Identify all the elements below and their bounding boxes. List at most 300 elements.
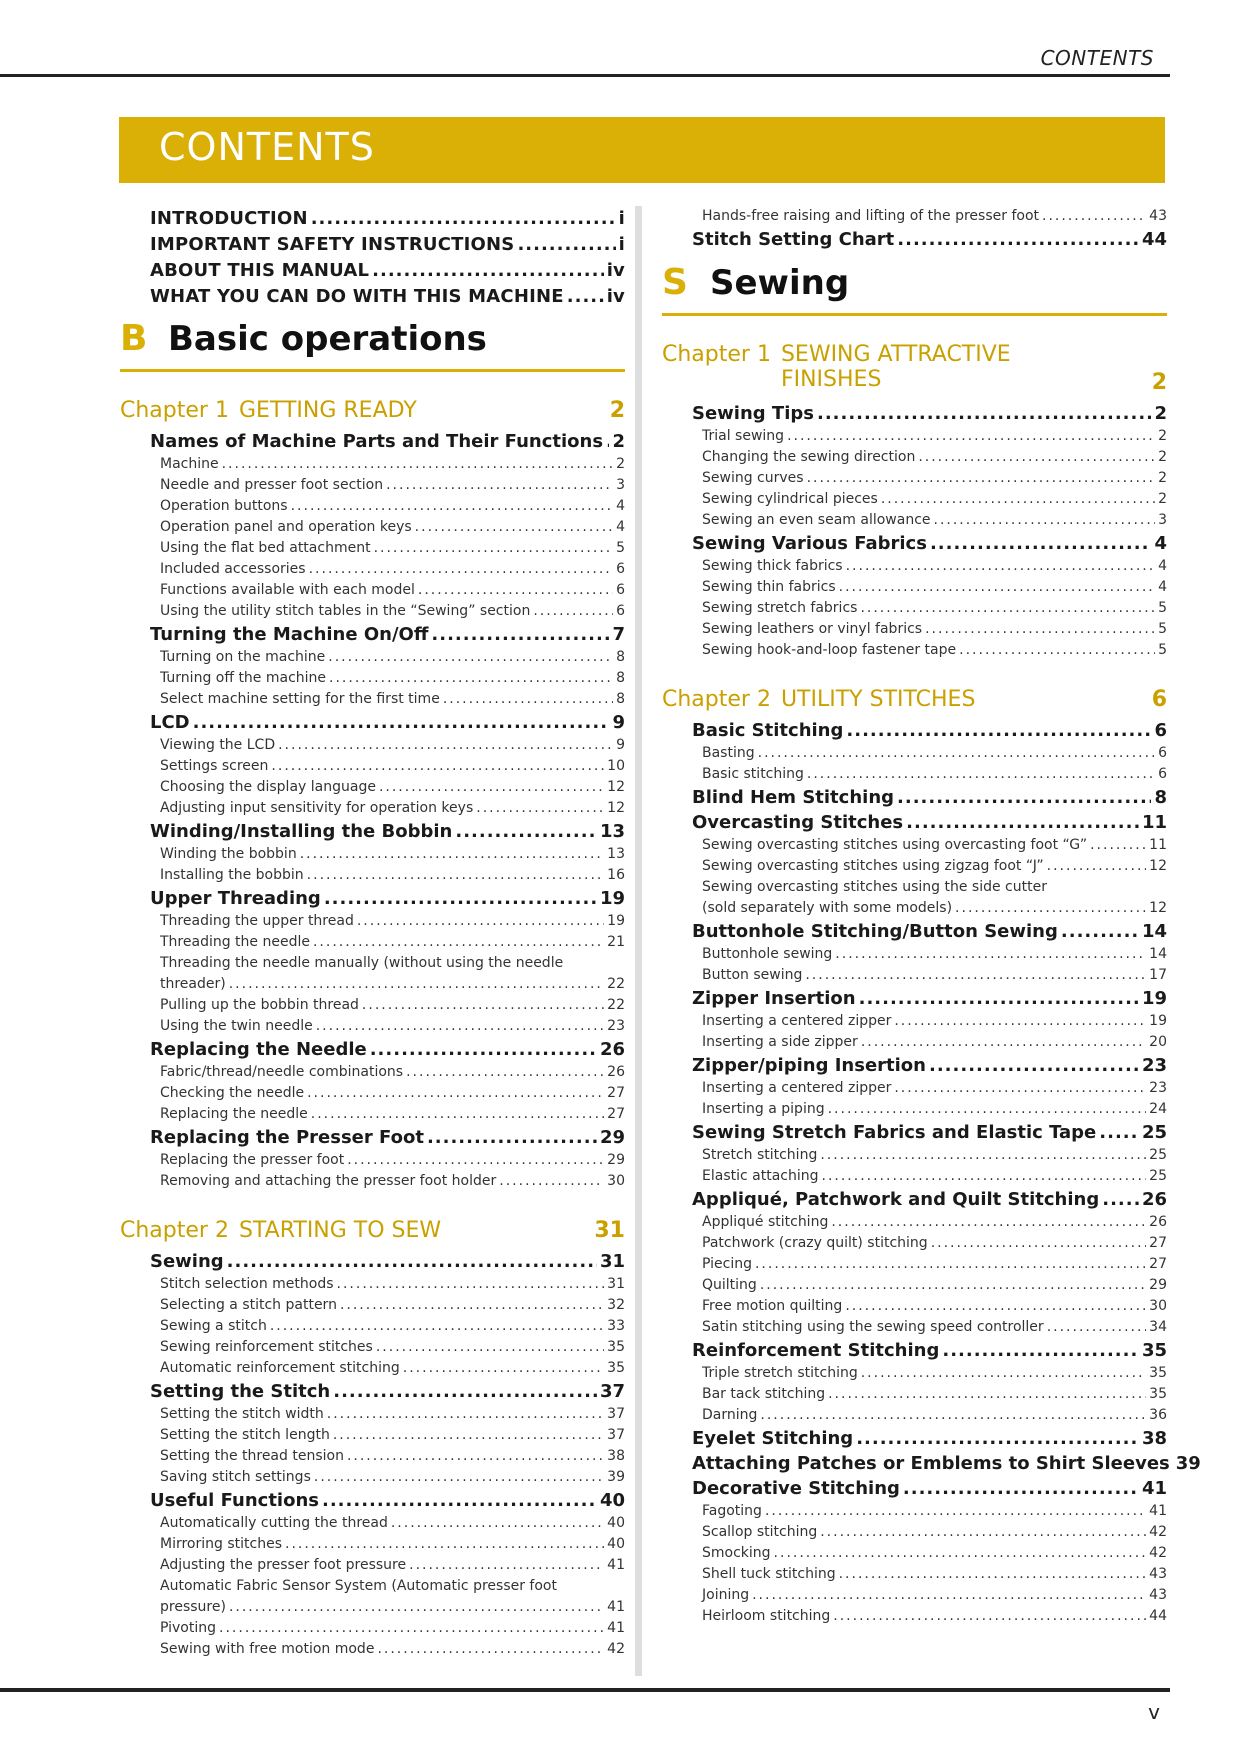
toc-entry-title: Sewing hook-and-loop fastener tape [702,642,957,658]
toc-entry[interactable] [662,1363,1167,1384]
toc-entry-title: Operation panel and operation keys [160,519,412,535]
toc-entry-title: Sewing Stretch Fabrics and Elastic Tape [692,1122,1097,1143]
toc-entry[interactable] [120,844,625,865]
chapter-number: Chapter 1 [662,342,771,367]
dot-leader [835,944,1146,965]
chapter-title: STARTING TO SEW [238,1218,442,1243]
dot-leader [859,986,1139,1011]
toc-entry[interactable] [662,1099,1167,1120]
toc-entry-title: Basic stitching [702,766,804,782]
toc-entry[interactable] [120,580,625,601]
toc-entry-page: 40 [607,1515,625,1531]
toc-section-entry[interactable] [662,227,1167,252]
toc-section-entry[interactable] [662,1426,1167,1451]
toc-entry-title: Using the flat bed attachment [160,540,371,556]
dot-leader [822,1166,1147,1187]
toc-section-entry[interactable] [120,1488,625,1513]
toc-entry[interactable] [662,447,1167,468]
toc-entry[interactable] [120,1016,625,1037]
dot-leader [760,1405,1146,1426]
toc-entry-page: 41 [607,1557,625,1573]
toc-entry-page: 35 [1149,1365,1167,1381]
toc-entry-page: 13 [599,821,625,842]
toc-entry-page: 43 [1149,1566,1167,1582]
dot-leader [567,284,604,310]
front-matter [120,206,625,310]
toc-entry[interactable] [120,1618,625,1639]
toc-entry-page: 33 [607,1318,625,1334]
toc-entry-title: Sewing stretch fabrics [702,600,858,616]
dot-leader [377,1639,604,1660]
toc-entry-title: Checking the needle [160,1085,305,1101]
dot-leader [765,1501,1146,1522]
toc-entry[interactable] [120,865,625,886]
toc-entry-page: 42 [1149,1545,1167,1561]
toc-entry[interactable] [120,1274,625,1295]
toc-entry[interactable] [120,1555,625,1576]
toc-entry[interactable] [662,510,1167,531]
toc-entry[interactable] [120,559,625,580]
toc-entry-title: Sewing Various Fabrics [692,533,927,554]
toc-entry[interactable] [120,496,625,517]
chapter-page: 6 [1151,687,1167,712]
toc-entry[interactable] [662,856,1167,877]
dot-leader [881,489,1155,510]
toc-entry[interactable] [662,1032,1167,1053]
chapter-title-line2: FINISHES [780,367,882,392]
toc-section-entry[interactable] [662,718,1167,743]
toc-section-entry[interactable] [120,819,625,844]
toc-section-entry[interactable] [120,1249,625,1274]
toc-front-entry[interactable] [120,284,625,310]
toc-entry[interactable] [120,995,625,1016]
toc-entry-page: 3 [616,477,625,493]
dot-leader [418,580,613,601]
toc-entry-page: 2 [612,431,625,452]
toc-entry-title: Turning on the machine [160,649,326,665]
toc-entry-title: Sewing [150,1251,224,1272]
toc-entry[interactable] [120,735,625,756]
dot-leader [427,1125,597,1150]
toc-entry[interactable] [662,426,1167,447]
chapter-heading[interactable] [120,398,625,423]
toc-entry-title: Trial sewing [702,428,785,444]
dot-leader [270,1316,604,1337]
toc-entry-page: 25 [1149,1147,1167,1163]
chapter-heading[interactable] [662,342,1167,395]
toc-entry-title: Quilting [702,1277,757,1293]
toc-entry-page: 41 [1141,1478,1167,1499]
toc-entry[interactable] [662,489,1167,510]
toc-section-entry[interactable] [120,886,625,911]
toc-entry[interactable] [662,206,1167,227]
toc-entry[interactable] [120,1316,625,1337]
toc-section-entry[interactable] [662,1451,1201,1476]
section-s-header [662,262,1167,316]
toc-entry[interactable] [662,1384,1167,1405]
toc-entry[interactable] [120,538,625,559]
toc-entry-page: 26 [599,1039,625,1060]
toc-entry[interactable] [662,1011,1167,1032]
toc-entry[interactable] [662,1564,1167,1585]
toc-entry-page: 38 [607,1448,625,1464]
dot-leader [403,1358,604,1379]
toc-entry[interactable] [662,898,1167,919]
toc-list [120,429,625,1192]
toc-entry-title: Using the utility stitch tables in the “Sewing” section [160,603,531,619]
toc-entry-title: Zipper Insertion [692,988,856,1009]
toc-entry-title: Decorative Stitching [692,1478,900,1499]
toc-entry[interactable] [120,932,625,953]
toc-entry-title: Sewing thin fabrics [702,579,836,595]
toc-entry-title: threader) [160,976,226,992]
toc-entry-page: 42 [607,1641,625,1657]
toc-entry-page: 12 [1149,858,1167,874]
toc-entry-page: 25 [1149,1168,1167,1184]
dot-leader [831,1212,1146,1233]
dot-leader [476,798,604,819]
dot-leader [845,1296,1146,1317]
toc-entry-page: 19 [1149,1013,1167,1029]
dot-leader [229,1597,604,1618]
toc-entry[interactable] [662,640,1167,661]
toc-entry[interactable] [120,1171,625,1192]
dot-leader [431,622,609,647]
dot-leader [846,718,1151,743]
toc-entry[interactable] [662,1078,1167,1099]
toc-entry-title: Pivoting [160,1620,217,1636]
toc-entry[interactable] [120,777,625,798]
toc-entry-wrap-line: Automatic Fabric Sensor System (Automatic presser foot [160,1578,557,1594]
toc-entry-title: Satin stitching using the sewing speed controller [702,1319,1044,1335]
toc-entry-title: Basic Stitching [692,720,844,741]
toc-section-entry[interactable] [120,1037,625,1062]
toc-entry-title: Sewing a stitch [160,1318,267,1334]
toc-front-entry[interactable] [120,206,625,232]
dot-leader [329,668,613,689]
section-title: Sewing [710,263,850,303]
toc-entry[interactable] [662,1501,1167,1522]
toc-entry[interactable] [120,756,625,777]
toc-entry-page: 6 [1158,745,1167,761]
toc-entry[interactable] [120,1150,625,1171]
dot-leader [959,640,1155,661]
toc-entry-page: 2 [1158,449,1167,465]
dot-leader [930,531,1152,556]
dot-leader [807,468,1156,489]
dot-leader [316,1016,604,1037]
toc-section-entry[interactable] [120,622,625,647]
chapter-number: Chapter 1 [120,398,229,423]
toc-entry-page: 6 [616,561,625,577]
chapter-title-line1: SEWING ATTRACTIVE [780,342,1011,367]
toc-entry-page: 19 [599,888,625,909]
toc-entry-title: Replacing the Presser Foot [150,1127,424,1148]
toc-entry-page: 8 [616,691,625,707]
toc-entry-title: Smocking [702,1545,771,1561]
toc-entry-page: 41 [607,1620,625,1636]
dot-leader [833,1606,1146,1627]
dot-leader [314,1467,604,1488]
dot-leader [1102,1187,1139,1212]
toc-entry[interactable] [662,1296,1167,1317]
toc-section-entry[interactable] [662,810,1167,835]
dot-leader [340,1295,604,1316]
toc-entry[interactable] [120,689,625,710]
toc-entry-title: Winding the bobbin [160,846,297,862]
toc-entry-title: Changing the sewing direction [702,449,916,465]
toc-entry-title: Shell tuck stitching [702,1566,836,1582]
toc-section-entry[interactable] [662,1338,1167,1363]
toc-entry-title: Turning the Machine On/Off [150,624,429,645]
toc-entry[interactable] [120,1337,625,1358]
toc-entry-page: 44 [1141,229,1167,250]
toc-entry[interactable] [662,1585,1167,1606]
toc-section-entry[interactable] [120,429,625,454]
toc-entry-title: Attaching Patches or Emblems to Shirt Sleeves [692,1453,1170,1474]
chapter-title: UTILITY STITCHES [780,687,976,712]
toc-entry-page: 14 [1141,921,1167,942]
toc-entry[interactable] [120,1425,625,1446]
toc-entry[interactable] [662,944,1167,965]
toc-entry-title: Appliqué stitching [702,1214,829,1230]
toc-entry[interactable] [662,1405,1167,1426]
left-column [120,206,625,1660]
toc-entry-title: ABOUT THIS MANUAL [150,260,370,281]
dot-leader [860,598,1155,619]
toc-entry[interactable] [120,668,625,689]
toc-entry-page: 5 [1158,600,1167,616]
chapter-number: Chapter 2 [120,1218,229,1243]
toc-entry-title: Replacing the presser foot [160,1152,345,1168]
toc-entry[interactable] [120,1513,625,1534]
toc-section-entry[interactable] [662,785,1167,810]
toc-entry-title: Triple stretch stitching [702,1365,858,1381]
toc-front-entry[interactable] [120,258,625,284]
toc-entry[interactable] [662,1145,1167,1166]
dot-leader [897,227,1139,252]
toc-entry-title: Viewing the LCD [160,737,276,753]
toc-entry[interactable] [120,454,625,475]
dot-leader [755,1254,1146,1275]
toc-entry-page: 4 [616,519,625,535]
toc-entry[interactable] [662,1166,1167,1187]
toc-entry[interactable] [120,1534,625,1555]
toc-entry[interactable] [662,577,1167,598]
chapter-number: Chapter 2 [662,687,771,712]
dot-leader [918,447,1155,468]
toc-section-entry[interactable] [662,986,1167,1011]
toc-section-entry[interactable] [662,1476,1167,1501]
toc-entry-title: Using the twin needle [160,1018,313,1034]
toc-entry[interactable] [662,1233,1167,1254]
dot-leader [1047,1317,1146,1338]
toc-entry-page: 41 [1149,1503,1167,1519]
toc-entry[interactable] [662,1275,1167,1296]
toc-entry-page: 19 [1141,988,1167,1009]
section-letter: B [120,318,148,359]
toc-section-entry[interactable] [120,710,625,735]
toc-entry[interactable] [120,1446,625,1467]
toc-entry-page: 35 [1149,1386,1167,1402]
dot-leader [313,932,604,953]
dot-leader [370,1037,597,1062]
toc-entry-page: 2 [1158,470,1167,486]
dot-leader [894,1011,1146,1032]
toc-entry-page: 23 [1141,1055,1167,1076]
toc-entry-title: Functions available with each model [160,582,415,598]
dot-leader [856,1426,1139,1451]
toc-entry-page: 6 [1154,720,1167,741]
toc-entry-page: 4 [616,498,625,514]
toc-entry-page: 29 [607,1152,625,1168]
toc-entry-title: Bar tack stitching [702,1386,826,1402]
toc-entry-page: 21 [607,934,625,950]
toc-entry-title: Elastic attaching [702,1168,819,1184]
toc-entry[interactable] [662,835,1167,856]
toc-entry-title: Sewing overcasting stitches using zigzag foot “J” [702,858,1044,874]
toc-entry-title: Stretch stitching [702,1147,818,1163]
toc-entry-page: 37 [607,1427,625,1443]
toc-section-entry[interactable] [662,1120,1167,1145]
toc-entry-page: 23 [1149,1080,1167,1096]
toc-entry[interactable] [120,1295,625,1316]
dot-leader [328,647,613,668]
toc-entry[interactable] [120,1062,625,1083]
toc-entry[interactable] [662,556,1167,577]
toc-entry-page: 5 [1158,642,1167,658]
dot-leader [894,1078,1146,1099]
toc-section-entry[interactable] [662,531,1167,556]
toc-entry-page: 9 [612,712,625,733]
toc-entry[interactable] [662,1543,1167,1564]
dot-leader [760,1275,1146,1296]
toc-entry-title: Setting the thread tension [160,1448,344,1464]
toc-entry[interactable] [120,475,625,496]
toc-entry[interactable] [662,1212,1167,1233]
toc-entry-page: 6 [616,582,625,598]
toc-entry[interactable] [662,743,1167,764]
toc-entry-title: Sewing leathers or vinyl fabrics [702,621,923,637]
toc-entry[interactable] [120,911,625,932]
toc-entry-title: Basting [702,745,755,761]
toc-entry-page: 9 [616,737,625,753]
toc-section-entry[interactable] [120,1125,625,1150]
toc-entry[interactable] [120,1083,625,1104]
dot-leader [1090,835,1146,856]
toc-entry-title: Included accessories [160,561,306,577]
toc-section-entry[interactable] [662,1053,1167,1078]
toc-entry-title: Operation buttons [160,498,288,514]
dot-leader [386,475,613,496]
toc-entry-page: 29 [599,1127,625,1148]
toc-entry-title: INTRODUCTION [150,208,308,229]
toc-entry[interactable] [662,598,1167,619]
toc-entry-page: 10 [607,758,625,774]
toc-entry-page: 6 [616,603,625,619]
toc-entry[interactable] [120,1404,625,1425]
toc-entry-title: Names of Machine Parts and Their Functions [150,431,604,452]
toc-section-entry[interactable] [662,919,1167,944]
toc-entry-title: Appliqué, Patchwork and Quilt Stitching [692,1189,1100,1210]
toc-entry-page: 24 [1149,1101,1167,1117]
contents-banner [119,117,1165,183]
toc-entry-title: Adjusting the presser foot pressure [160,1557,407,1573]
toc-entry[interactable] [120,974,625,995]
toc-entry[interactable] [662,1522,1167,1543]
toc-entry-page: 35 [607,1360,625,1376]
toc-entry[interactable] [662,1317,1167,1338]
toc-entry[interactable] [120,601,625,622]
dot-leader [606,429,609,454]
toc-entry-title: Inserting a side zipper [702,1034,858,1050]
toc-entry[interactable] [120,647,625,668]
toc-entry[interactable] [120,1467,625,1488]
toc-entry[interactable] [662,965,1167,986]
toc-entry-title: pressure) [160,1599,226,1615]
toc-entry-page: 34 [1149,1319,1167,1335]
toc-entry-page: 11 [1149,837,1167,853]
toc-entry[interactable] [120,1358,625,1379]
toc-entry-title: Automatic reinforcement stitching [160,1360,400,1376]
toc-entry[interactable] [120,1639,625,1660]
dot-leader [1042,206,1146,227]
toc-entry[interactable] [662,1606,1167,1627]
dot-leader [499,1171,604,1192]
dot-leader [931,1233,1146,1254]
toc-section-entry[interactable] [662,1187,1167,1212]
toc-list [662,401,1167,661]
dot-leader [333,1425,604,1446]
chapter-heading[interactable] [662,687,1167,712]
toc-entry[interactable] [120,1597,625,1618]
dot-leader [219,1618,604,1639]
toc-entry-page: 22 [607,976,625,992]
toc-section-entry[interactable] [120,1379,625,1404]
dot-leader [942,1338,1139,1363]
toc-entry-title: Inserting a centered zipper [702,1080,892,1096]
toc-entry[interactable] [662,1254,1167,1275]
toc-entry[interactable] [662,468,1167,489]
toc-list [662,718,1201,1627]
toc-entry[interactable] [120,1104,625,1125]
toc-entry-title: Free motion quilting [702,1298,843,1314]
dot-leader [820,1522,1146,1543]
toc-entry-title: Sewing reinforcement stitches [160,1339,373,1355]
toc-entry-title: Stitch Setting Chart [692,229,895,250]
toc-entry-page: 40 [599,1490,625,1511]
dot-leader [955,898,1146,919]
toc-entry-title: Threading the upper thread [160,913,354,929]
toc-entry[interactable] [120,798,625,819]
toc-entry-page: 7 [612,624,625,645]
toc-entry-title: Piecing [702,1256,752,1272]
toc-entry-page: 19 [607,913,625,929]
chapter-heading[interactable] [120,1218,625,1243]
dot-leader [357,911,604,932]
toc-section-entry[interactable] [662,401,1167,426]
toc-entry-title: Sewing an even seam allowance [702,512,931,528]
toc-entry[interactable] [662,764,1167,785]
toc-entry[interactable] [120,517,625,538]
dot-leader [372,258,604,284]
toc-entry[interactable] [662,619,1167,640]
dot-leader [752,1585,1146,1606]
toc-front-entry[interactable] [120,232,625,258]
toc-entry-page: 22 [607,997,625,1013]
toc-entry-title: Patchwork (crazy quilt) stitching [702,1235,928,1251]
dot-leader [376,1337,604,1358]
